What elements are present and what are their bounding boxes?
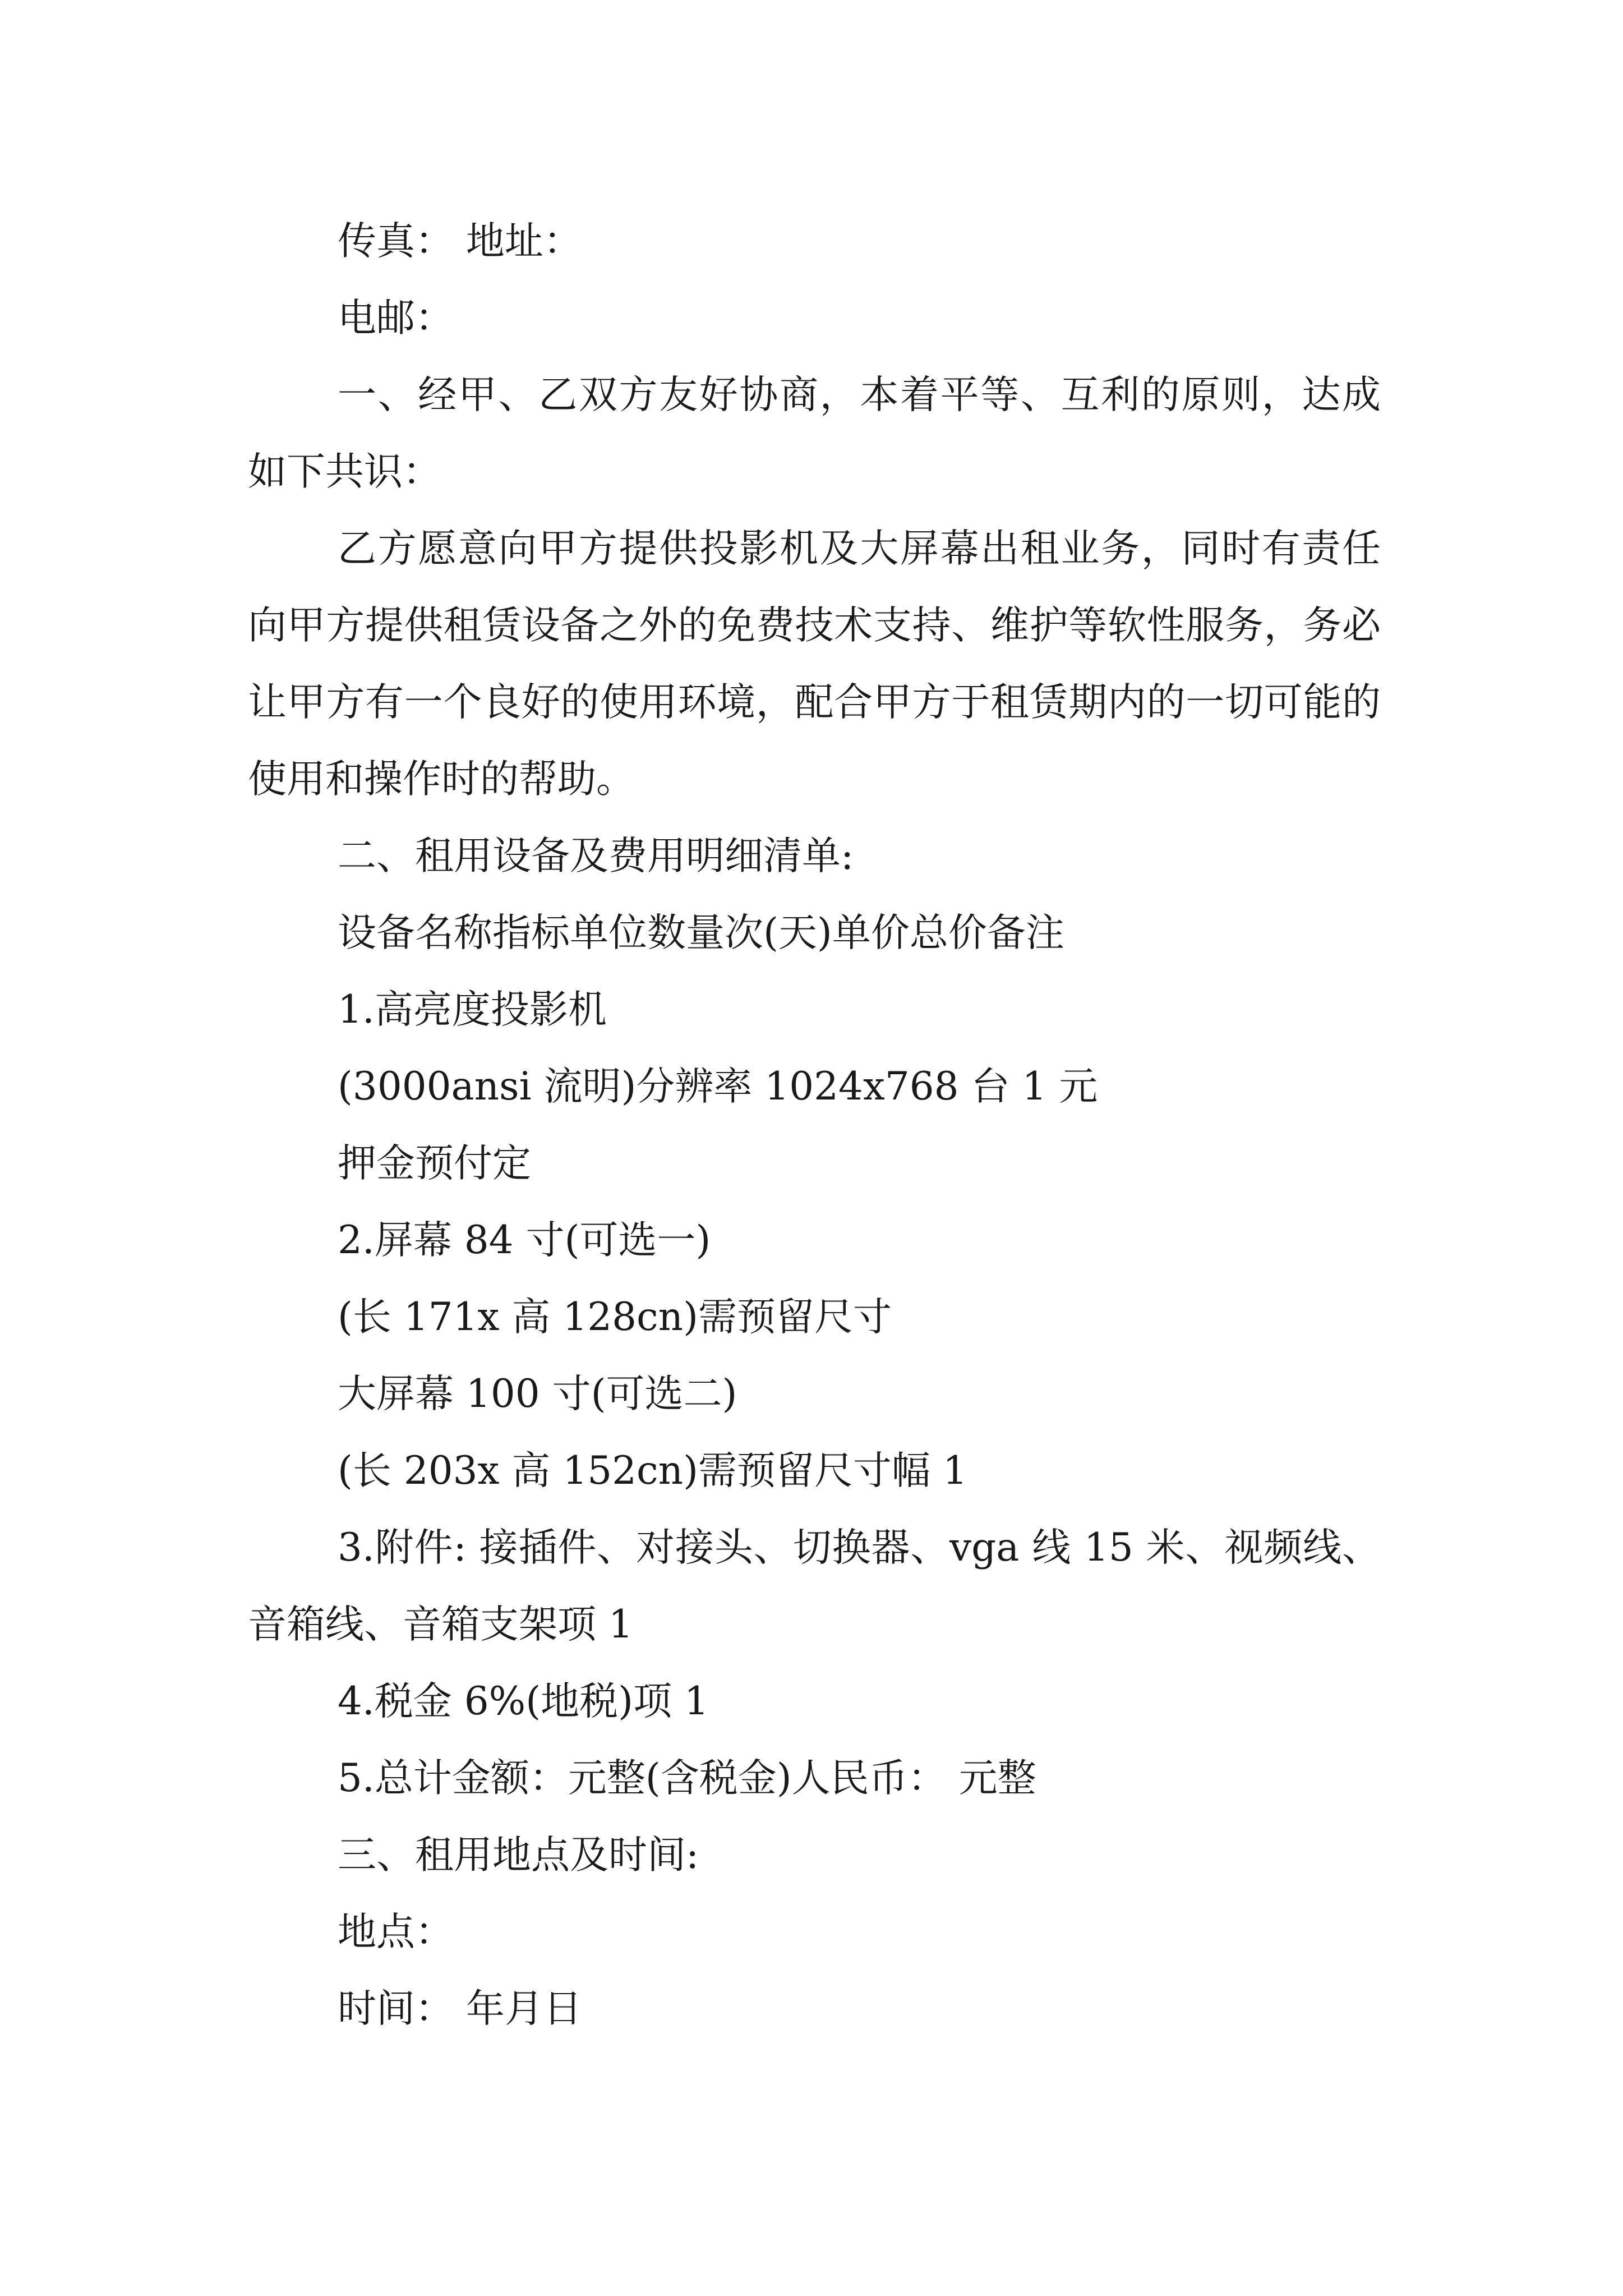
item-screen-84: 2.屏幕 84 寸(可选一) [338,1218,711,1263]
item-screen-100: 大屏幕 100 寸(可选二) [338,1372,737,1416]
item-screen-84-size: (长 171x 高 128cn)需预留尺寸 [338,1295,892,1340]
time-line: 时间： 年月日 [338,1986,582,2031]
item-tax: 4.税金 6%(地税)项 1 [338,1679,709,1724]
item-projector-spec: (3000ansi 流明)分辨率 1024x768 台 1 元 [338,1064,1098,1109]
location-line: 地点： [338,1910,454,1954]
fax-address-line: 传真： 地址： [338,219,582,264]
document-body [248,203,1381,2047]
email-line: 电邮： [338,296,454,341]
equipment-table-header: 设备名称指标单位数量次(天)单价总价备注 [338,910,1064,955]
item-total: 5.总计金额：元整(含税金)人民币： 元整 [338,1756,1036,1801]
item-deposit: 押金预付定 [338,1141,531,1186]
item-accessories: 3.附件: 接插件、对接头、切换器、vga 线 15 米、视频线、音箱线、音箱支架项 1 [248,1525,1381,1647]
item-screen-100-size: (长 203x 高 152cn)需预留尺寸幅 1 [338,1448,967,1493]
section-three-heading: 三、租用地点及时间: [338,1833,699,1878]
item-projector: 1.高亮度投影机 [338,987,607,1032]
service-description: 乙方愿意向甲方提供投影机及大屏幕出租业务，同时有责任向甲方提供租赁设备之外的免费技术支持、维护等软性服务，务必让甲方有一个良好的使用环境，配合甲方于租赁期内的一切可能的使用和操作时的帮助。 [248,526,1381,802]
section-two-heading: 二、租用设备及费用明细清单: [338,834,854,878]
section-one-heading: 一、经甲、乙双方友好协商，本着平等、互利的原则，达成如下共识： [248,372,1381,494]
